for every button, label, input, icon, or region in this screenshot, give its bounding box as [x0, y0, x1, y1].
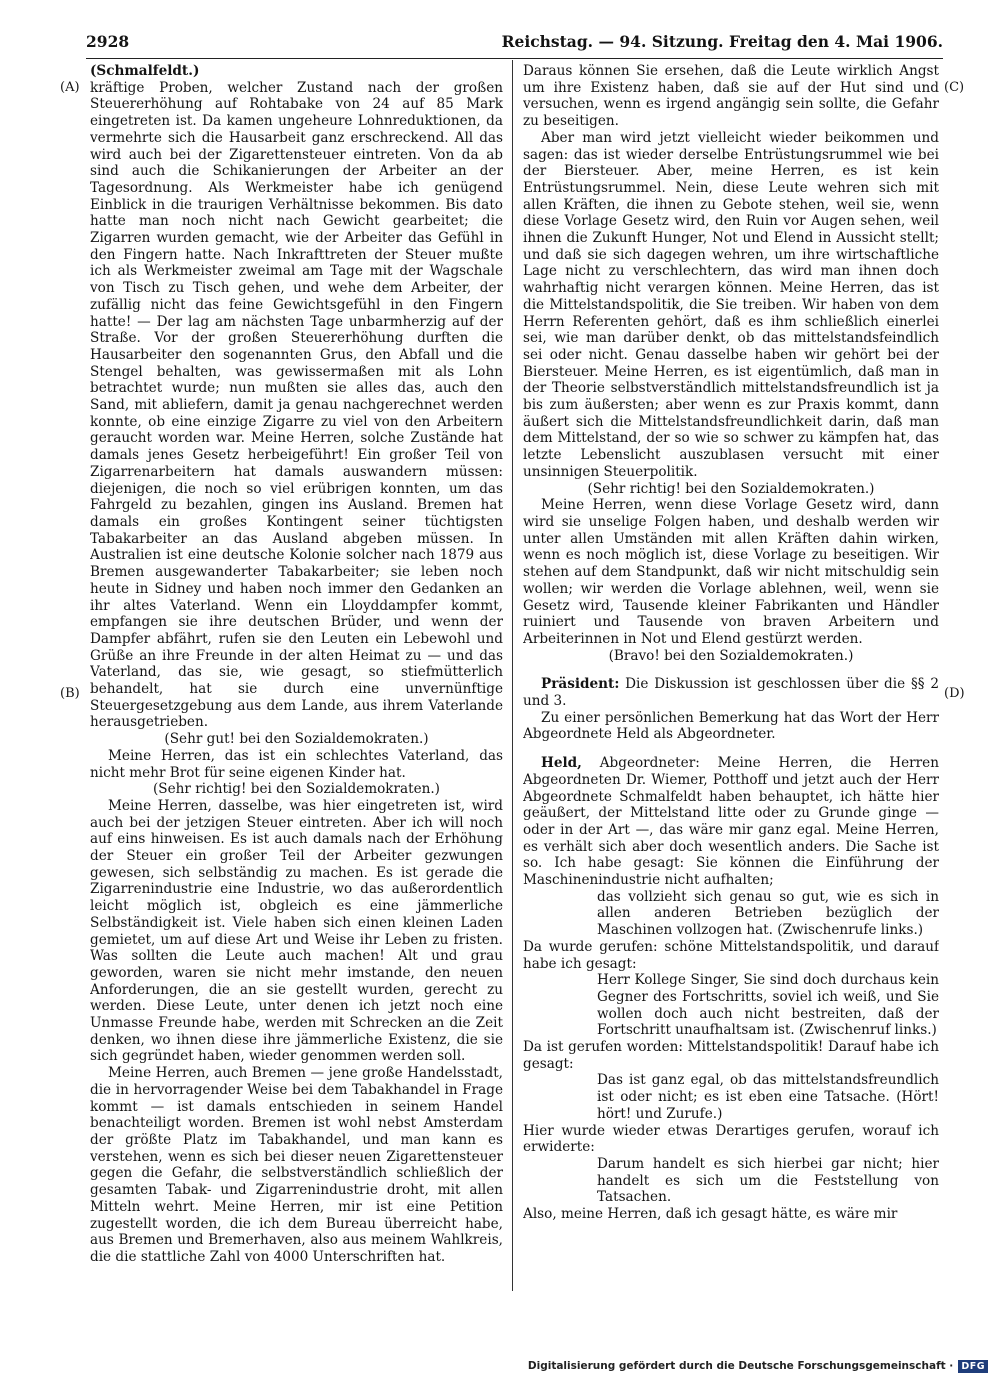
column-divider — [512, 60, 513, 1291]
president-label: Präsident: — [541, 676, 620, 693]
paragraph: Meine Herren, dasselbe, was hier eingetreten ist, wird auch bei der jetzigen Steuer eintreten. Aber ich will noch auf eins hinweisen. Es ist auch damals nach der Erhöhung der Steuer ein großer Teil der Arbeiter gezwungen gewesen, sich selbständig zu machen. Es ist gerade die Zigarrenindustrie eine Industrie, wo das außerordentlich leicht möglich ist, obgleich es eine jämmerliche Selbständigkeit ist. Viele haben sich einen kleinen Laden gemietet, um auf diese Art und Weise ihr Leben zu fristen. Was sollten die Leute auch machen! Alt und grau geworden, waren sie nicht mehr imstande, den neuen Anforderungen, die an sie gestellt wurden, gerecht zu werden. Diese Leute, unter denen ich jetzt noch eine Unmasse Freunde habe, werden mit Schrecken an die Zeit denken, wo ihnen diese ihre jämmerliche Existenz, die sie sich gegründet haben, wieder genommen werden soll. — [90, 797, 503, 1065]
paragraph: Meine Herren, auch Bremen — jene große Handelsstadt, die in hervorragender Weise bei dem Tabakhandel in Frage kommt — ist damals entschieden in seinem Handel benachteiligt worden. Bremen ist wohl nebst Amsterdam der größte Platz im Tabakhandel, und man kann es verstehen, wenn es sich bei dieser neuen Zigarettensteuer gegen die Gefahr, die selbstverständlich schließlich der gesamten Tabak- und Zigarrenindustrie droht, mit allen Mitteln wehrt. Meine Herren, mir ist eine Petition zugestellt worden, die ich dem Bureau überreicht habe, aus Bremen und Bremerhaven, also aus meinem Wahlkreis, die die stattliche Zahl von 4000 Unterschriften hat. — [90, 1065, 503, 1265]
page-number: 2928 — [86, 32, 130, 51]
paragraph: kräftige Proben, welcher Zustand nach der großen Steuererhöhung auf Rohtabake von 24 auf 85 Mark eingetreten ist. Da kamen ungeheure Lohnreduktionen, da vermehrte sich die Hausarbeit ganz erschreckend. All das wird auch bei der Zigarettensteuer eintreten. Von da ab sind auch die Schikanierungen der Arbeiter an der Tagesordnung. Als Werkmeister habe ich genügend Einblick in die traurigen Verhältnisse bekommen. Bis dato hatte man noch nicht nach Gewicht gearbeitet; die Zigarren wurden gemacht, wie der Arbeiter das Gefühl in den Fingern hatte. Nach Inkrafttreten der Steuer mußte ich als Werkmeister zweimal am Tage mit der Wagschale von Tisch zu Tisch gehen, und wehe dem Arbeiter, der zufällig nicht das feine Gewichtsgefühl in den Fingern hatte! — Der lag am nächsten Tage unbarmherzig auf der Straße. Vor der großen Steuererhöhung durften die Hausarbeiter den sogenannten Grus, den Abfall und die Stengel behalten, was gewissermaßen mit als Lohn betrachtet wurde; nun mußten sie alles das, auch den Sand, mit abliefern, damit ja genau nachgerechnet werden konnte, ob eine einzige Zigarre zu viel von den Arbeitern geraucht worden war. Meine Herren, solche Zustände hat damals jenes Gesetz herbeigeführt! Ein großer Teil von Zigarrenarbeitern hat damals auswandern müssen: diejenigen, die noch so viel erübrigen konnten, um das Fahrgeld zu bezahlen, gingen ins Ausland. Bremen hat damals ein großes Kontingent seiner tüchtigsten Tabakarbeiter an das Ausland abgeben müssen. In Australien ist eine deutsche Kolonie solcher nach 1879 aus Bremen ausgewanderter Tabakarbeiter; sie leben noch heute in Sidney und haben noch immer den Gedanken an ihr altes Vaterland. Wenn ein Lloyddampfer kommt, empfangen sie ihre deutschen Brüder, und wenn der Dampfer abfährt, rufen sie den Leuten ein Lebewohl und Grüße an ihre Freunde in der alten Heimat zu — und das Vaterland, das sie, wie gesagt, so stiefmütterlich behandelt, hat sie durch eine unvernünftige Steuergesetzgebung aus dem Lande, aus ihrem Vaterlande herausgetrieben. — [90, 79, 503, 731]
interjection: (Sehr richtig! bei den Sozialdemokraten.) — [587, 480, 875, 497]
paragraph: Da wurde gerufen: schöne Mittelstandspolitik, und darauf habe ich gesagt: — [523, 938, 939, 972]
right-column — [523, 63, 939, 1293]
interjection: (Sehr gut! bei den Sozialdemokraten.) — [164, 731, 429, 748]
digitization-credit — [528, 1357, 988, 1375]
paragraph: Daraus können Sie ersehen, daß die Leute wirklich Angst um ihre Existenz haben, daß sie auf der Hut sind und versuchen, wenn es irgend angängig sein sollte, die Gefahr zu beseitigen. — [523, 63, 939, 130]
interjection: (Sehr richtig! bei den Sozialdemokraten.) — [153, 781, 440, 798]
credit-text: Digitalisierung gefördert durch die Deutsche Forschungsgemeinschaft · — [527, 1360, 954, 1372]
paragraph: Meine Herren, wenn diese Vorlage Gesetz wird, dann wird sie unselige Folgen haben, und deshalb werden wir unter allen Umständen mit allen Kräften dahin wirken, wenn es noch möglich ist, diese Vorlage zu beseitigen. Wir stehen auf dem Standpunkt, daß wir nicht mitschuldig sein wollen; wir werden die Vorlage ablehnen, weil, wenn sie Gesetz wird, Tausende kleiner Fabrikanten und Händler ruiniert und Tausende von braven Arbeitern und Arbeiterinnen in Not und Elend gestürzt werden. — [523, 497, 939, 647]
paragraph: Hier wurde wieder etwas Derartiges gerufen, worauf ich erwiderte: — [523, 1122, 939, 1156]
president-statement — [523, 676, 939, 709]
held-statement — [523, 755, 939, 889]
paragraph: Zu einer persönlichen Bemerkung hat das Wort der Herr Abgeordnete Held als Abgeordneter. — [523, 709, 939, 743]
left-column — [90, 63, 503, 1293]
margin-marker-b: (B) — [60, 686, 80, 701]
paragraph: Also, meine Herren, daß ich gesagt hätte, es wäre mir — [523, 1206, 898, 1223]
running-title: Reichstag. — 94. Sitzung. Freitag den 4. Mai 1906. — [501, 32, 943, 51]
dfg-logo: DFG — [958, 1360, 988, 1373]
quotation: das vollzieht sich genau so gut, wie es sich in allen anderen Betrieben bezüglich der Maschinen vollzogen hat. (Zwischenrufe links.) — [597, 888, 939, 939]
margin-marker-a: (A) — [60, 80, 80, 95]
paragraph: Aber man wird jetzt vielleicht wieder beikommen und sagen: das ist wieder derselbe Entrüstungsrummel wie bei der Biersteuer. Aber, meine Herren, es ist kein Entrüstungsrummel. Nein, diese Leute wehren sich mit allen Kräften, die ihnen zu Gebote stehen, weil sie, wenn diese Vorlage Gesetz wird, den Ruin vor Augen sehen, weil ihnen die Zukunft Hunger, Not und Elend in Aussicht stellt; und daß sie sich dagegen wehren, um ihre wirtschaftliche Lage nicht zu verschlechtern, das wird man ihnen doch wahrhaftig nicht verargen können. Meine Herren, das ist die Mittelstandspolitik, die Sie treiben. Wir haben von dem Herrn Referenten gehört, daß es ihm schließlich einerlei sei, wie man darüber denkt, ob das mittelstandsfeindlich sei oder nicht. Genau dasselbe haben wir gehört bei der Biersteuer. Meine Herren, es ist eigentümlich, daß man in der Theorie selbstverständlich mittelstandsfreundlich ist ja bis zum äußersten; aber wenn es zur Praxis kommt, dann äußert sich die Mittelstandsfreundlichkeit darin, daß man dem Mittelstand, der so wie so schwer zu kämpfen hat, das letzte Lebenslicht auszublasen versucht mit einer unsinnigen Steuerpolitik. — [523, 129, 939, 480]
header-rule — [86, 58, 943, 59]
held-label: Held, — [541, 755, 582, 772]
margin-marker-c: (C) — [944, 80, 965, 95]
paragraph: Da ist gerufen worden: Mittelstandspolitik! Darauf habe ich gesagt: — [523, 1039, 939, 1072]
held-text: Abgeordneter: Meine Herren, die Herren Abgeordneten Dr. Wiemer, Potthoff und jetzt auch der Herr Abgeordnete Schmalfeldt haben behauptet, ich hätte hier geäußert, der Mittelstand litte oder zu Grunde ginge — oder in der Art —, das wäre mir ganz egal. Meine Herren, es verhält sich aber doch wesentlich anders. Die Sache ist so. Ich habe gesagt: Sie können die Einführung der Maschinenindustrie nicht aufhalten; — [523, 755, 939, 889]
interjection: (Bravo! bei den Sozialdemokraten.) — [608, 647, 854, 664]
president-text: Die Diskussion ist geschlossen über die §§ 2 und 3. — [523, 676, 939, 710]
quotation: Das ist ganz egal, ob das mittelstandsfreundlich ist oder nicht; es ist eben eine Tatsache. (Hört! hört! und Zurufe.) — [597, 1072, 939, 1122]
page-header — [86, 32, 943, 56]
quotation: Darum handelt es sich hierbei gar nicht; hier handelt es sich um die Feststellung von Tatsachen. — [597, 1156, 939, 1206]
margin-marker-d: (D) — [944, 686, 965, 701]
speaker-label: (Schmalfeldt.) — [90, 63, 200, 79]
paragraph: Meine Herren, das ist ein schlechtes Vaterland, das nicht mehr Brot für seine eigenen Kinder hat. — [90, 747, 503, 781]
quotation: Herr Kollege Singer, Sie sind doch durchaus kein Gegner des Fortschritts, soviel ich weiß, und Sie wollen doch auch nicht bestreiten, daß der Fortschritt unaufhaltsam ist. (Zwischenruf links.) — [597, 972, 939, 1039]
